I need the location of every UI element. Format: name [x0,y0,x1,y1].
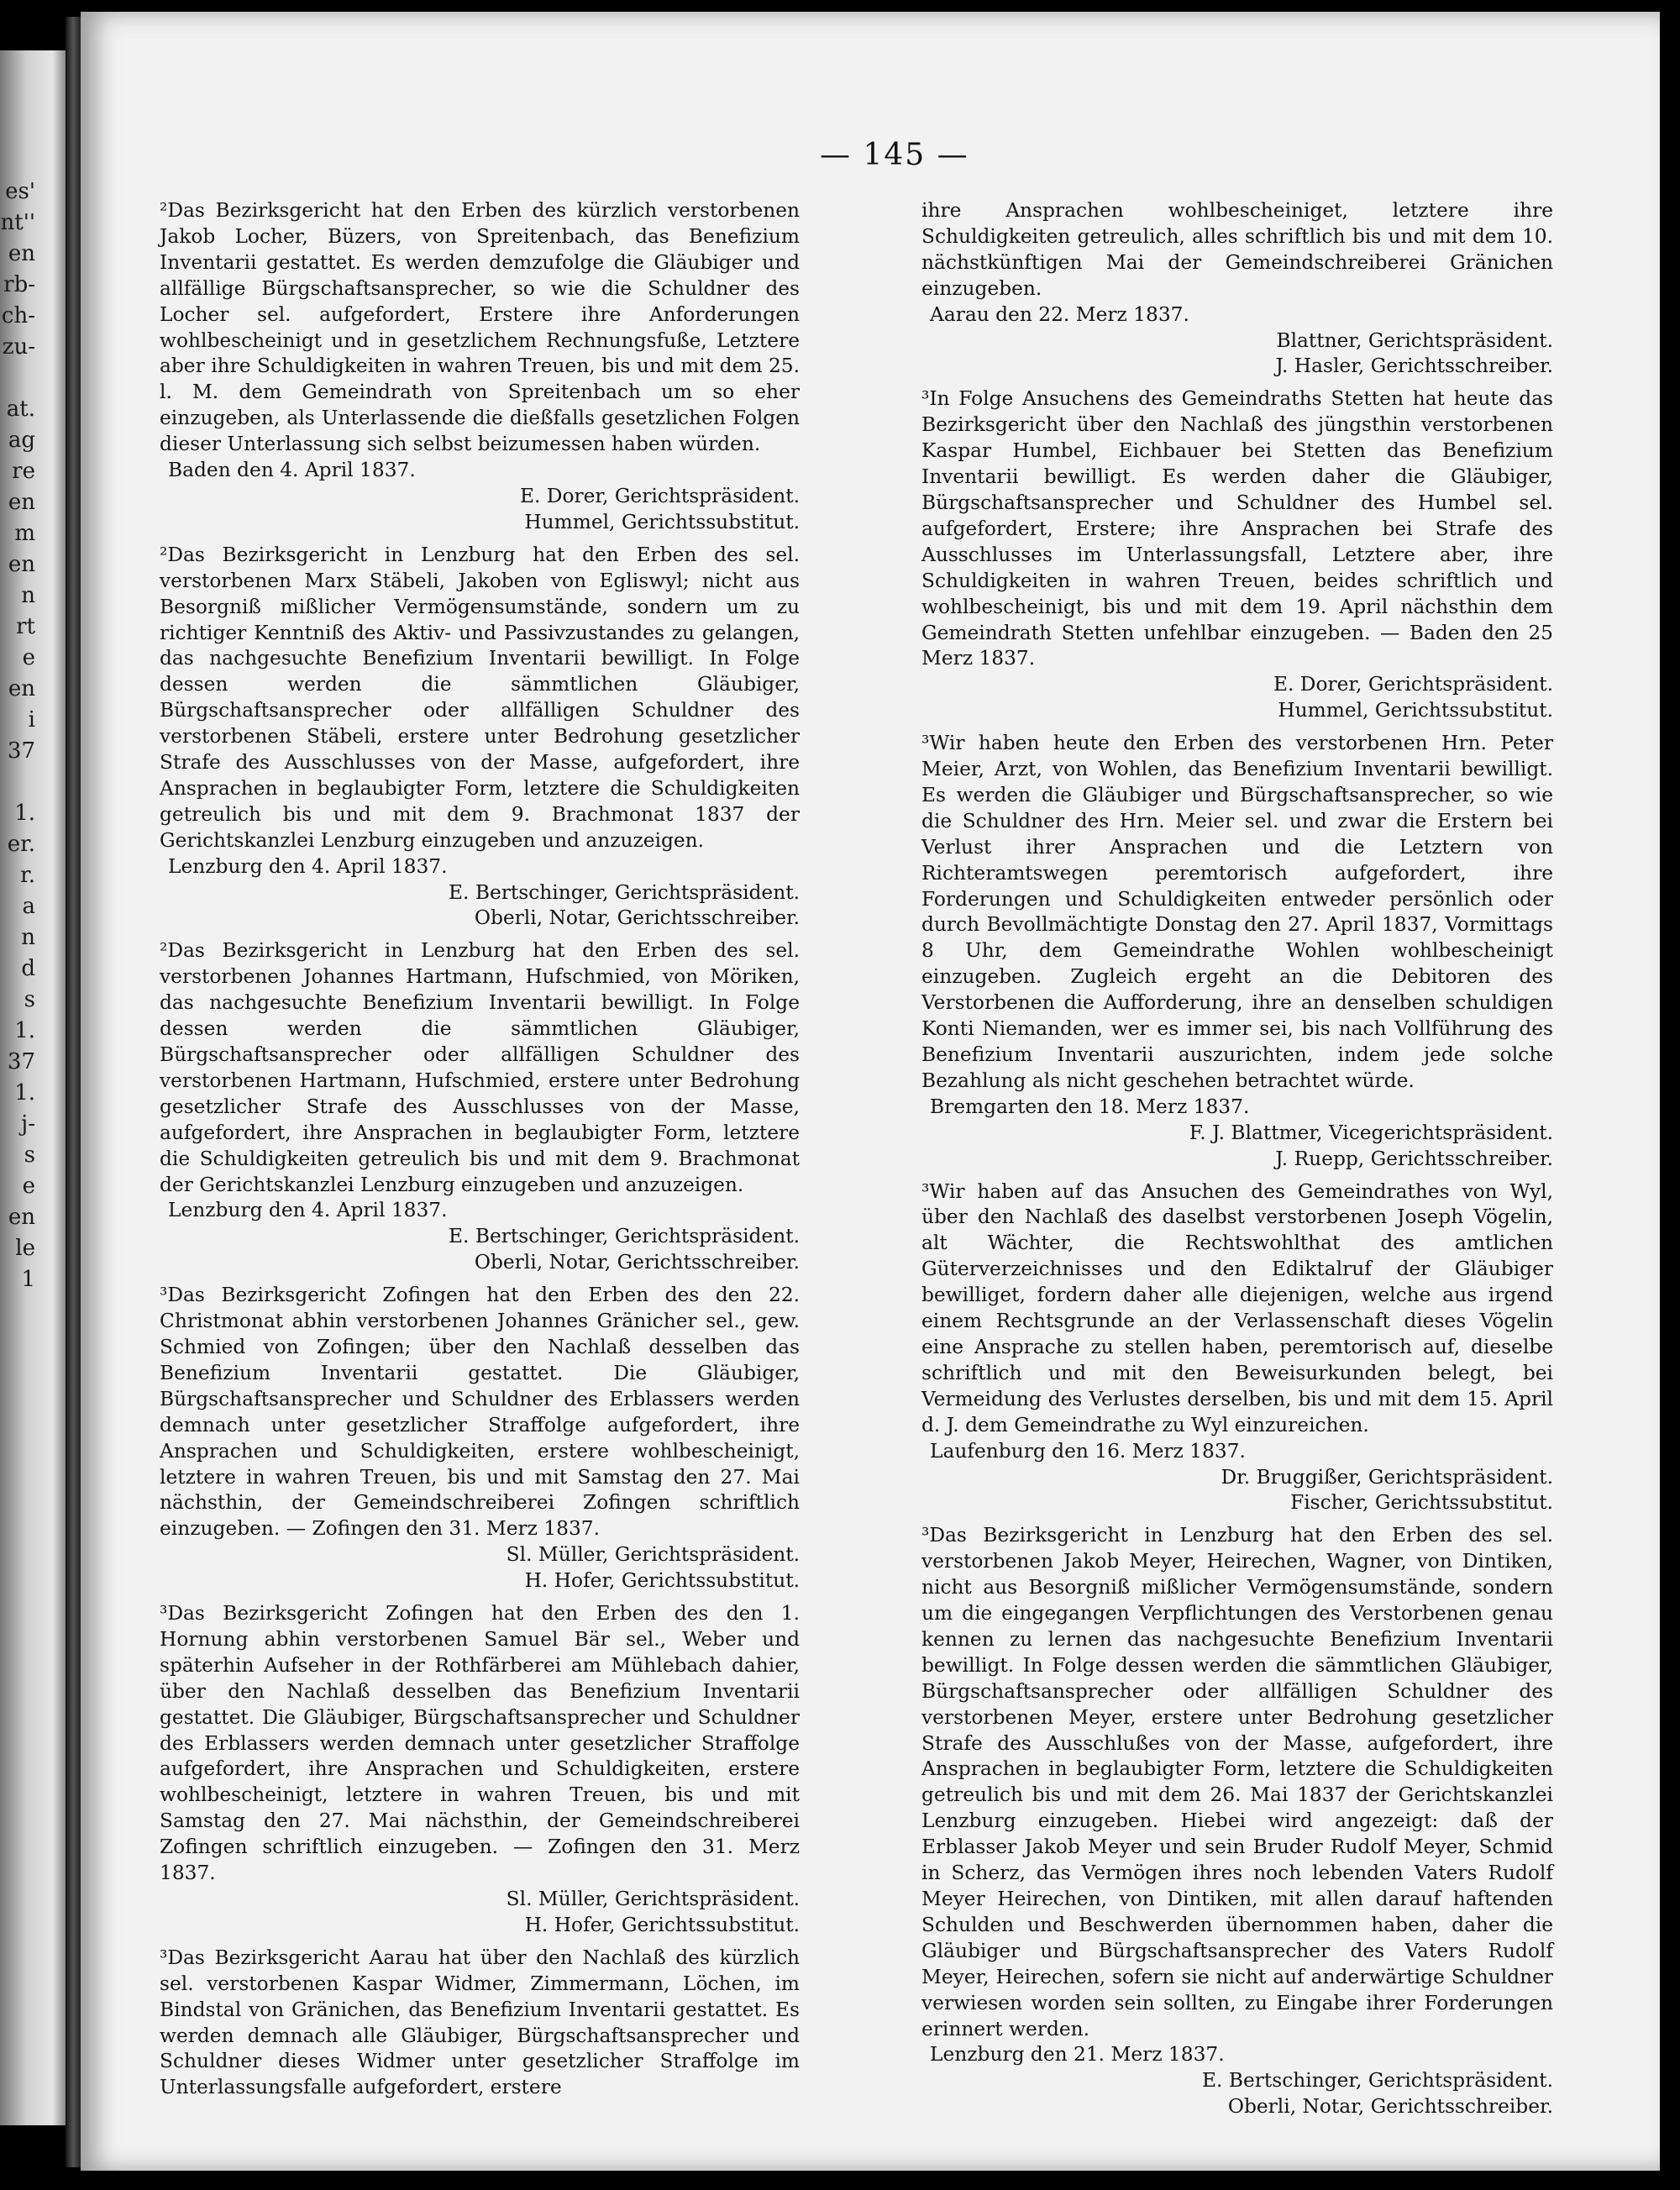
notice-text: ³Das Bezirksgericht Zofingen hat den Erben des den 1. Hornung abhin verstorbenen Samuel Bär sel., Weber und späterhin Aufseher in der Rothfärberei am Mühlebach dahier, über den Nachlaß desselben das Benefizium Inventarii gestattet. Die Gläubiger, Bürgschaftsansprecher und Schuldner des Erblassers werden demnach unter gesetzlicher Straffolge aufgefordert, ihre Ansprachen und Schuldigkeiten, erstere wohlbescheinigt, letztere in wahren Treuen, bis und mit Samstag den 27. Mai nächsthin, der Gemeindschreiberei Zofingen schriftlich einzugeben. — Zofingen den 31. Merz 1837. [160,1602,800,1885]
place-date: Lenzburg den 4. April 1837. [168,1199,448,1222]
notice-text: ³Wir haben heute den Erben des verstorbenen Hrn. Peter Meier, Arzt, von Wohlen, das Benefizium Inventarii bewilligt. Es werden die Gläubiger und Bürgschaftsansprecher, so wie die Schuldner des Hrn. Meier sel. und zwar die Erstern bei Verlust ihrer Ansprachen und die Letztern von Richteramtswegen peremtorisch aufgefordert, ihre Forderungen und Schuldigkeiten entweder persönlich oder durch Bevollmächtigte Donstag den 27. April 1837, Vormittags 8 Uhr, dem Gemeindrathe Wohlen wohlbescheinigt einzugeben. Zugleich ergeht an die Debitoren des Verstorbenen die Aufforderung, ihre an denselben schuldigen Konti Niemanden, wer es immer sei, bis nach Vollführung des Benefizium Inventarii auszurichten, indem jede solche Bezahlung als nicht geschehen betrachtet würde. [921,732,1553,1092]
signature-line: Oberli, Notar, Gerichtsschreiber. [1227,2095,1553,2119]
place-date: Laufenburg den 16. Merz 1837. [930,1439,1246,1463]
signature-line: Fischer, Gerichtssubstitut. [1290,1491,1553,1515]
previous-page-edge [0,50,66,2125]
place-date: Baden den 4. April 1837. [168,459,416,482]
previous-page-fragment: d [21,956,35,981]
previous-page-fragment: en [8,241,35,266]
previous-page-fragment: nt'' [0,210,35,235]
previous-page-fragment: ag [8,428,35,453]
previous-page-fragment: rb- [3,272,35,297]
signature-line: Hummel, Gerichtssubstitut. [524,510,800,533]
previous-page-fragment: e [22,1174,35,1199]
notice [921,386,1553,724]
place-date: Lenzburg den 4. April 1837. [168,854,448,878]
notice-text: ³Wir haben auf das Ansuchen des Gemeindrathes von Wyl, über den Nachlaß des daselbst verstorbenen Joseph Vögelin, alt Wächter, die Rechtswohlthat des amtlichen Güterverzeichnisses und den Ediktalruf der Gläubiger bewilliget, fordern daher alle diejenigen, welche aus irgend einem Rechtsgrunde an der Verlassenschaft dieses Vögelin eine Ansprache zu stellen haben, peremtorisch auf, dieselbe schriftlich und mit den Beweisurkunden belegt, bei Vermeidung des Verlustes derselben, bis und mit dem 15. April d. J. dem Gemeindrathe zu Wyl einzureichen. [921,1179,1553,1436]
previous-page-fragment [0,363,35,394]
notice [160,543,800,932]
notice [921,731,1553,1172]
previous-page-fragment: 1. [14,1080,35,1106]
notice [160,1601,800,1939]
place-date: Bremgarten den 18. Merz 1837. [930,1095,1250,1118]
place-date: Aarau den 22. Merz 1837. [930,302,1189,326]
notice [160,1283,800,1594]
previous-page-fragment: n [21,925,35,950]
notice [921,1179,1553,1517]
notice [160,938,800,1276]
previous-page-fragment: re [12,459,35,484]
notice [921,1523,1553,2120]
previous-page-fragment: en [8,552,35,577]
signature-line: J. Hasler, Gerichtsschreiber. [1275,354,1553,378]
previous-page-fragment: s [24,987,35,1012]
previous-page-fragment: en [8,676,35,701]
signature-line: Oberli, Notar, Gerichtsschreiber. [474,1251,800,1274]
signature-line: Sl. Müller, Gerichtspräsident. [506,1888,800,1910]
previous-page-fragment: es' [5,179,35,204]
previous-page-fragment: e [22,645,35,670]
previous-page-fragment: j- [21,1111,35,1137]
signature-line: Dr. Bruggißer, Gerichtspräsident. [1221,1465,1553,1489]
previous-page-fragment: n [21,583,35,608]
previous-page-fragment: rt [16,614,35,639]
signature-line: Sl. Müller, Gerichtspräsident. [506,1543,800,1567]
previous-page-fragment: 37 [7,738,35,764]
signature-line: E. Bertschinger, Gerichtspräsident. [1202,2069,1553,2093]
previous-page-fragment: s [24,1142,35,1168]
notice-text: ²Das Bezirksgericht in Lenzburg hat den Erben des sel. verstorbenen Johannes Hartmann, Hufschmied, von Möriken, das nachgesuchte Benefizium Inventarii bewilligt. In Folge dessen werden die sämmtlichen Gläubiger, Bürgschaftsansprecher oder allfälligen Schuldner des verstorbenen Hartmann, Hufschmied, erstere unter Bedrohung gesetzlicher Strafe des Ausschlusses von der Masse, aufgefordert, ihre Ansprachen in beglaubigter Form, letztere die Schuldigkeiten getreulich bis und mit dem 9. Brachmonat der Gerichtskanzlei Lenzburg einzugeben und anzuzeigen. [160,939,800,1196]
previous-page-fragment: a [22,894,35,919]
signature-line: F. J. Blattmer, Vicegerichtspräsident. [1189,1121,1553,1144]
notice [160,198,800,536]
signature-line: Oberli, Notar, Gerichtsschreiber. [474,906,800,930]
signature-line: E. Dorer, Gerichtspräsident. [1273,673,1553,696]
place-date: Lenzburg den 21. Merz 1837. [930,2043,1225,2067]
notice-text: ²Das Bezirksgericht hat den Erben des kürzlich verstorbenen Jakob Locher, Büzers, von Spreitenbach, das Benefizium Inventarii gestattet. Es werden demzufolge die Gläubiger und allfällige Bürgschaftsansprecher, so wie die Schuldner des Locher sel. aufgefordert, Erstere ihre Anforderungen wohlbescheinigt und in gesetzlichem Rechnungsfuße, Letztere aber ihre Schuldigkeiten in wahren Treuen, bis und mit dem 25. l. M. dem Gemeindrath von Spreitenbach um so eher einzugeben, als Unterlassende die dießfalls gesetzlichen Folgen dieser Unterlassung sich selbst beizumessen haben würden. [160,199,800,456]
page-number: — 145 — [820,138,969,172]
previous-page-fragment: 1 [21,1267,35,1292]
notice-text: ³Das Bezirksgericht Aarau hat über den Nachlaß des kürzlich sel. verstorbenen Kaspar Widmer, Zimmermann, Löchen, im Bindstal von Gränichen, das Benefizium Inventarii gestattet. Es werden demnach alle Gläubiger, Bürgschaftsansprecher und Schuldner dieses Widmer unter gesetzlicher Straffolge im Unterlassungsfalle aufgefordert, erstere [160,1946,800,2099]
previous-page-fragment: r. [20,863,35,888]
previous-page-fragment: en [8,1205,35,1230]
previous-page-fragment: ch- [1,303,35,328]
previous-page-fragment: m [14,521,35,546]
left-column [160,198,800,2108]
previous-page-fragment: 1. [14,801,35,826]
signature-line: E. Bertschinger, Gerichtspräsident. [449,880,800,904]
notice-text: ihre Ansprachen wohlbescheiniget, letztere ihre Schuldigkeiten getreulich, alles schriftlich bis und mit dem 10. nächstkünftigen Mai der Gemeindschreiberei Gränichen einzugeben. [921,199,1553,300]
signature-line: E. Bertschinger, Gerichtspräsident. [449,1225,800,1248]
signature-line: H. Hofer, Gerichtssubstitut. [524,1913,800,1936]
previous-page-fragment: zu- [2,334,35,360]
signature-line: H. Hofer, Gerichtssubstitut. [524,1569,800,1593]
signature-line: J. Ruepp, Gerichtsschreiber. [1275,1147,1553,1170]
notice [921,198,1553,380]
signature-line: Hummel, Gerichtssubstitut. [1278,699,1553,722]
notice-text: ³In Folge Ansuchens des Gemeindraths Stetten hat heute das Bezirksgericht über den Nachlaß des jüngsthin verstorbenen Kaspar Humbel, Eichbauer bei Stetten das Benefizium Inventarii bewilligt. Es werden daher die Gläubiger, Bürgschaftsansprecher und Schuldner des Humbel sel. aufgefordert, Erstere; ihre Ansprachen bei Strafe des Ausschlusses im Unterlassungsfall, Letztere aber, ihre Schuldigkeiten in wahren Treuen, beides schriftlich und wohlbescheinigt, bis und mit dem 19. April nächsthin dem Gemeindrath Stetten unfehlbar einzugeben. — Baden den 25 Merz 1837. [921,387,1553,670]
previous-page-fragment: i [28,707,35,733]
previous-page-fragment: en [8,490,35,515]
previous-page-fragment [0,767,35,798]
notice-text: ³Das Bezirksgericht in Lenzburg hat den Erben des sel. verstorbenen Jakob Meyer, Heirechen, Wagner, von Dintiken, nicht aus Besorgniß mißlicher Vermögensumstände, sondern um die eingegangen Verpflichtungen des Verstorbenen genau kennen zu lernen das nachgesuchte Benefizium Inventarii bewilligt. In Folge dessen werden die sämmtlichen Gläubiger, Bürgschaftsansprecher oder allfälligen Schuldner des verstorbenen Meyer, erstere unter Bedrohung gesetzlicher Strafe des Ausschlußes von der Masse, aufgefordert, ihre Ansprachen in beglaubigter Form, letztere die Schuldigkeiten getreulich bis und mit dem 26. Mai 1837 der Gerichtskanzlei Lenzburg einzugeben. Hiebei wird angezeigt: daß der Erblasser Jakob Meyer und sein Bruder Rudolf Meyer, Schmid in Scherz, das Vermögen ihres noch lebenden Vaters Rudolf Meyer Heirechen, von Dintiken, mit allen darauf haftenden Schulden und Beschwerden übernommen haben, daher die Gläubiger und Bürgschaftsansprecher des Vaters Rudolf Meyer, Heirechen, sofern sie nicht auf anderwärtige Schuldner verwiesen worden sein sollten, zu Eingabe ihrer Forderungen erinnert werden. [921,1524,1553,2040]
book-gutter [66,17,81,2167]
previous-page-fragment: 1. [14,1018,35,1043]
signature-line: Blattner, Gerichtspräsident. [1276,328,1553,352]
right-column [921,198,1553,2127]
notice-text: ³Das Bezirksgericht Zofingen hat den Erben des den 22. Christmonat abhin verstorbenen Johannes Gränicher sel., gew. Schmied von Zofingen; über den Nachlaß desselben das Benefizium Inventarii gestattet. Die Gläubiger, Bürgschaftsansprecher und Schuldner des Erblassers werden demnach unter gesetzlicher Straffolge aufgefordert, ihre Ansprachen und Schuldigkeiten, erstere wohlbescheinigt, letztere in wahren Treuen, bis und mit Samstag den 27. Mai nächsthin, der Gemeindschreiberei Zofingen schriftlich einzugeben. — Zofingen den 31. Merz 1837. [160,1284,800,1541]
previous-page-fragment: 37 [7,1049,35,1074]
document-page [81,12,1660,2171]
notice-text: ²Das Bezirksgericht in Lenzburg hat den Erben des sel. verstorbenen Marx Stäbeli, Jakoben von Egliswyl; nicht aus Besorgniß mißlicher Vermögensumstände, sondern um zu richtiger Kenntniß des Aktiv- und Passivzustandes zu gelangen, das nachgesuchte Benefizium Inventarii bewilligt. In Folge dessen werden die sämmtlichen Gläubiger, Bürgschaftsansprecher oder allfälligen Schuldner des verstorbenen Stäbeli, erstere unter Bedrohung gesetzlicher Strafe des Ausschlusses von der Masse, aufgefordert, ihre Ansprachen in beglaubigter Form, letztere die Schuldigkeiten getreulich bis und mit dem 9. Brachmonat 1837 der Gerichtskanzlei Lenzburg einzugeben und anzuzeigen. [160,543,800,852]
previous-page-fragment: at. [6,397,35,422]
signature-line: E. Dorer, Gerichtspräsident. [519,484,800,507]
previous-page-text [0,176,35,1295]
notice [160,1946,800,2101]
previous-page-fragment: le [15,1236,35,1261]
previous-page-fragment: er. [7,832,35,857]
